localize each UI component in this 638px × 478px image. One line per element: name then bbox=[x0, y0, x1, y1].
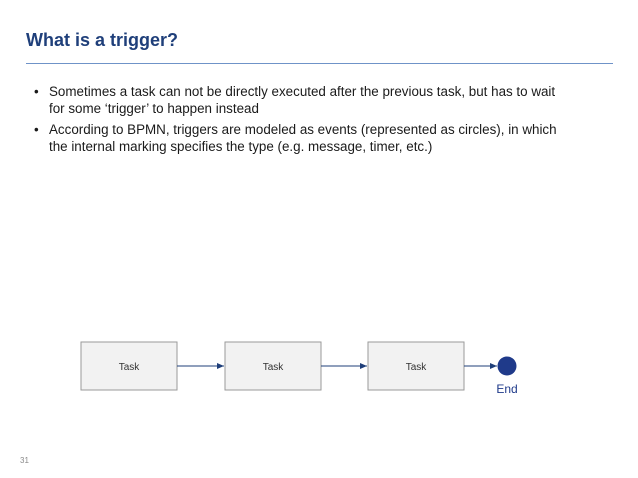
bullet-text: Sometimes a task can not be directly executed after the previous task, but has to wait for some ‘trigger’ to happen instead bbox=[49, 84, 556, 116]
task-label: Task bbox=[118, 362, 140, 373]
bullet-text: According to BPMN, triggers are modeled as events (represented as circles), in which the internal marking specifies the type (e.g. message, timer, etc.) bbox=[49, 122, 557, 154]
end-event-icon bbox=[498, 357, 517, 376]
page-number: 31 bbox=[20, 456, 29, 465]
end-event-label: End bbox=[496, 382, 518, 396]
slide-title: What is a trigger? bbox=[26, 30, 179, 50]
task-label: Task bbox=[405, 362, 427, 373]
bullet-marker: • bbox=[34, 84, 39, 99]
bullet-marker: • bbox=[34, 122, 39, 137]
task-label: Task bbox=[262, 362, 284, 373]
